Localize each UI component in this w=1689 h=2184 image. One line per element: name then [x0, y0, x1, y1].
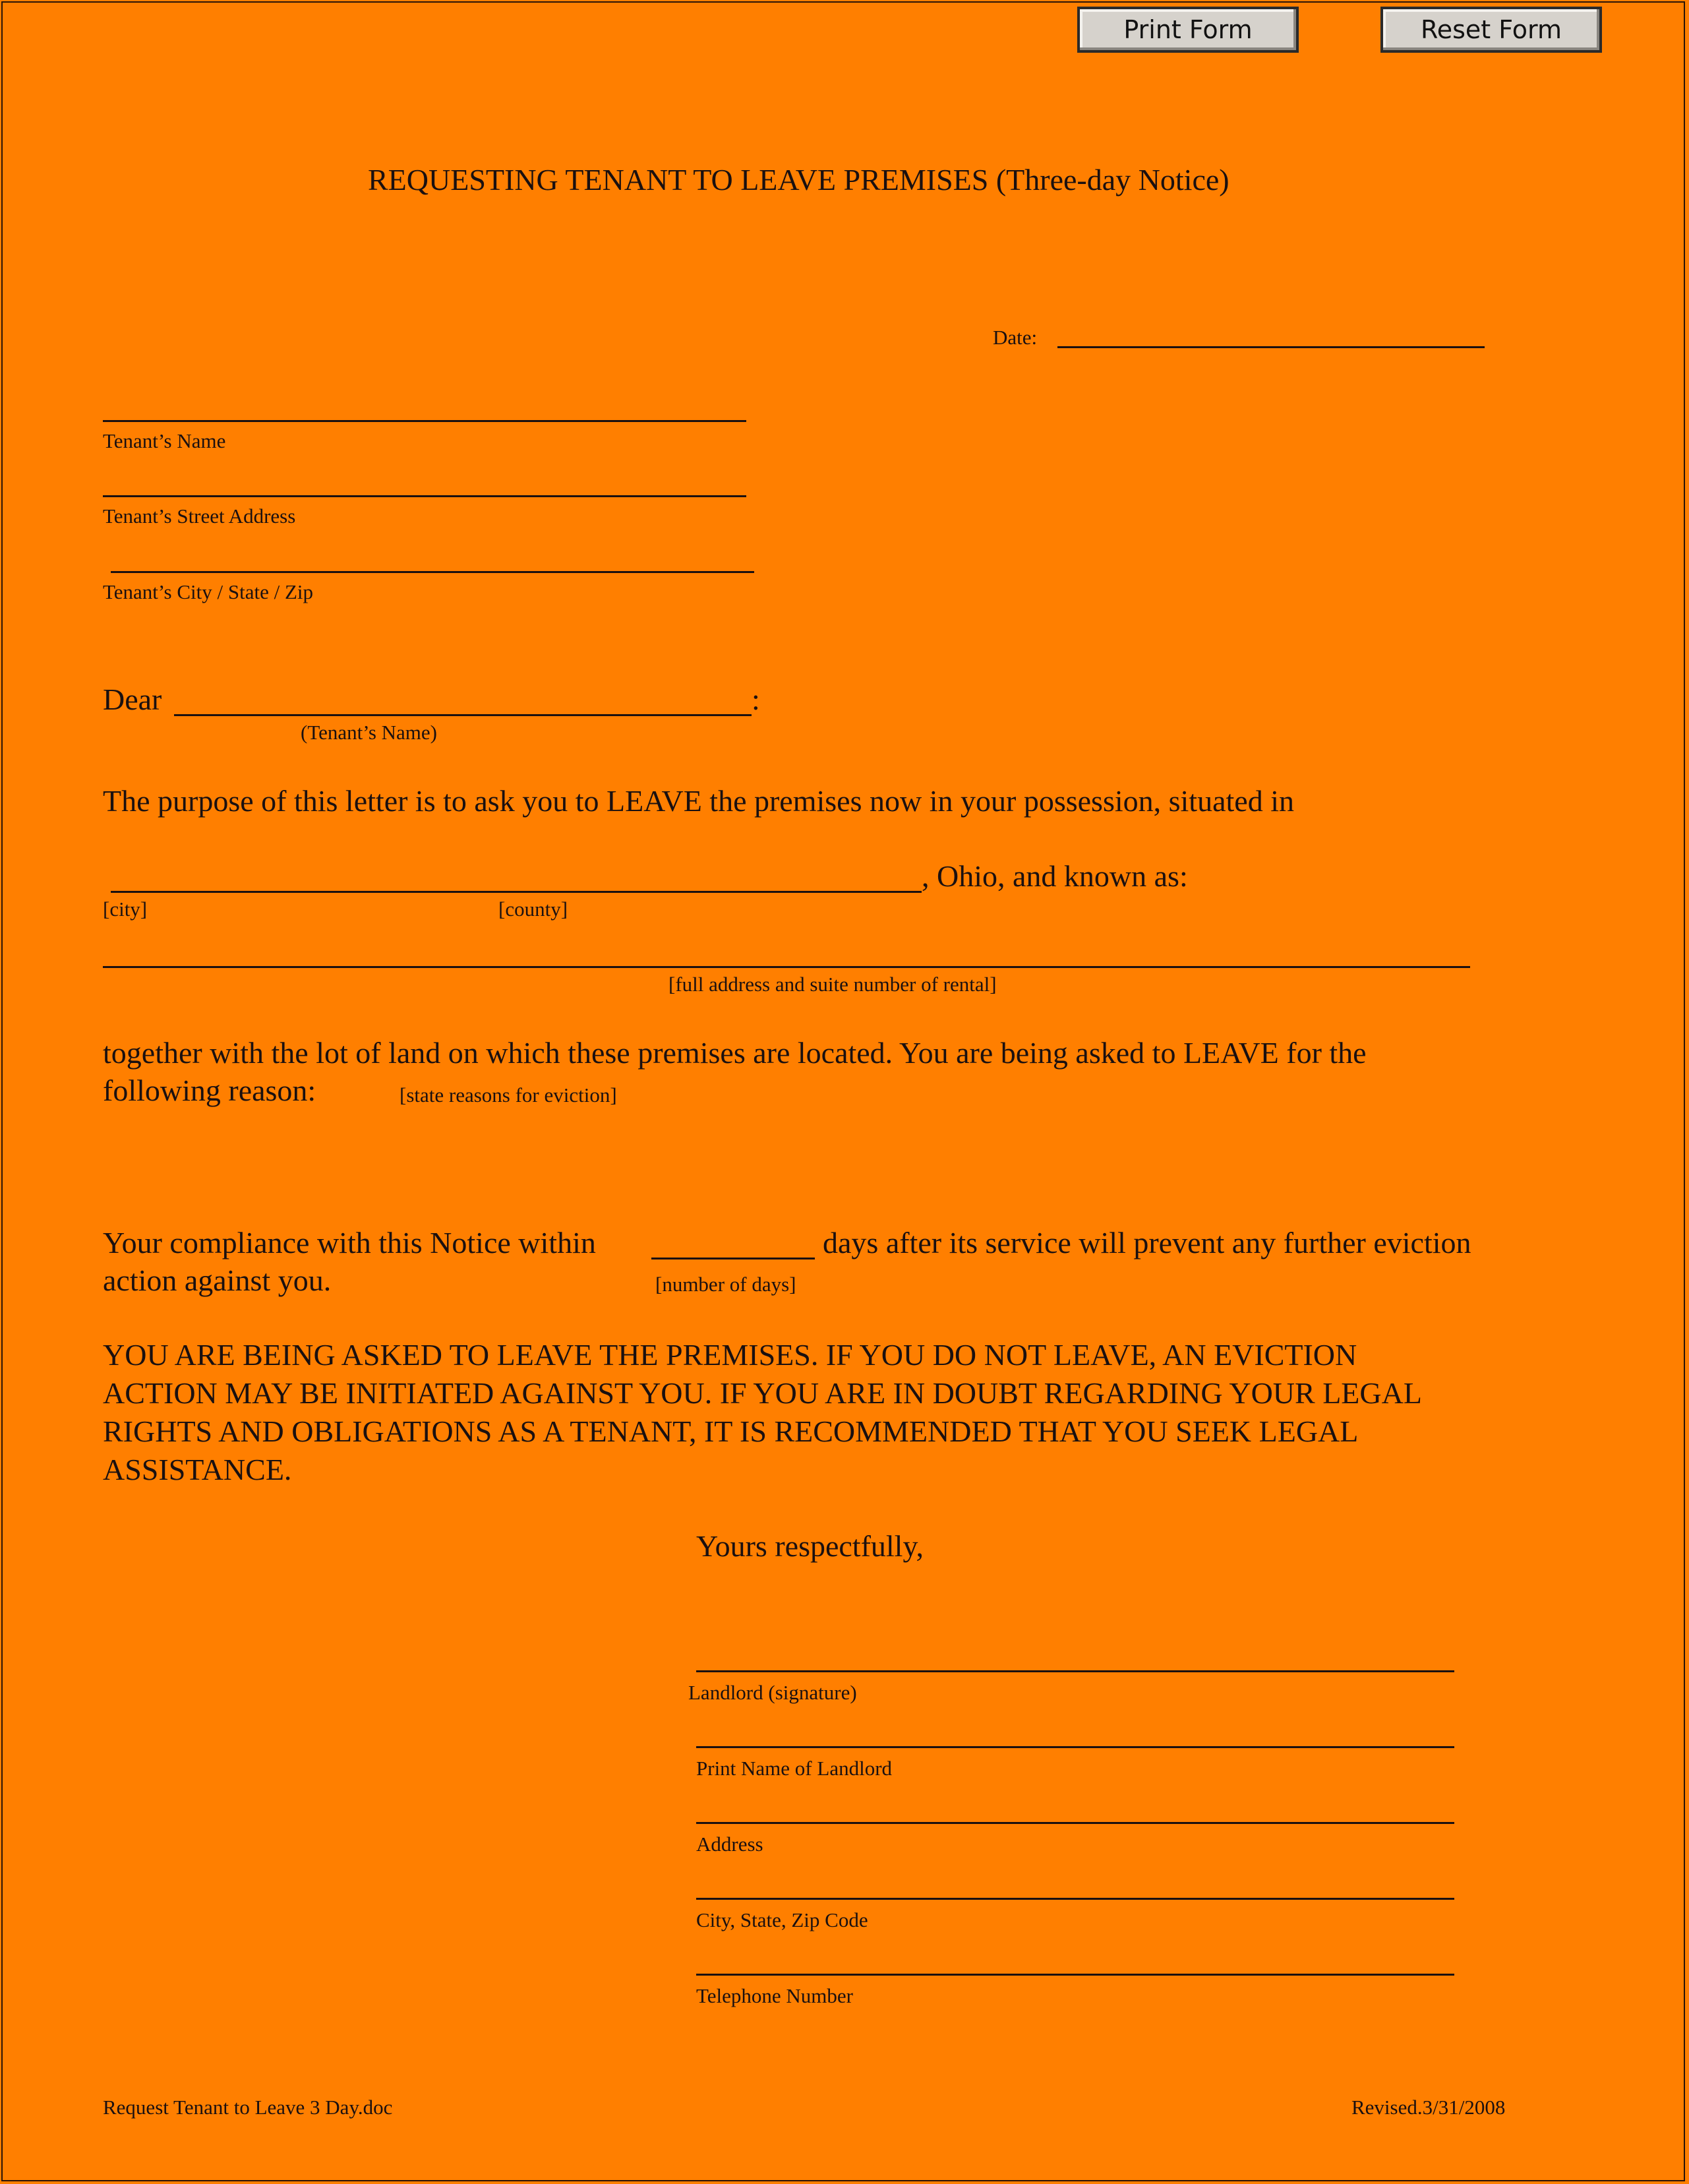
rental-address-hint: [full address and suite number of rental]: [668, 973, 997, 996]
rental-address-underline: [103, 966, 1470, 968]
reason-hint: [state reasons for eviction]: [400, 1083, 617, 1107]
warning-line-4: ASSISTANCE.: [103, 1453, 292, 1486]
page-title: REQUESTING TENANT TO LEAVE PREMISES (Three-day Notice): [368, 163, 1230, 197]
ohio-text: , Ohio, and known as:: [922, 859, 1188, 893]
dear-tenant-name-field[interactable]: [174, 681, 752, 715]
landlord-name-label: Print Name of Landlord: [696, 1757, 893, 1780]
date-field[interactable]: [1057, 313, 1485, 347]
reason-text-line1: together with the lot of land on which these premises are located. You are being asked to LEAVE for the: [103, 1036, 1367, 1070]
tenant-city-label: Tenant’s City / State / Zip: [103, 580, 313, 603]
tenant-name-field[interactable]: [103, 386, 746, 421]
footer-filename: Request Tenant to Leave 3 Day.doc: [103, 2096, 393, 2119]
landlord-name-field[interactable]: [696, 1713, 1454, 1747]
footer-revised: Revised.3/31/2008: [1351, 2096, 1506, 2119]
date-underline: [1057, 346, 1485, 348]
landlord-address-underline: [696, 1822, 1454, 1824]
city-county-underline: [111, 891, 922, 893]
landlord-signature-label: Landlord (signature): [688, 1681, 857, 1704]
tenant-street-label: Tenant’s Street Address: [103, 504, 296, 528]
compliance-text-after: days after its service will prevent any further eviction: [823, 1226, 1471, 1259]
tenant-city-underline: [111, 571, 754, 573]
landlord-city-label: City, State, Zip Code: [696, 1908, 868, 1931]
closing-text: Yours respectfully,: [696, 1529, 924, 1563]
rental-address-field[interactable]: [103, 932, 1470, 967]
number-of-days-hint: [number of days]: [655, 1273, 796, 1296]
landlord-phone-label: Telephone Number: [696, 1984, 853, 2007]
county-hint: [county]: [498, 897, 568, 921]
landlord-phone-field[interactable]: [696, 1940, 1454, 1974]
tenant-name-label: Tenant’s Name: [103, 429, 226, 452]
landlord-signature-field[interactable]: [696, 1637, 1454, 1671]
number-of-days-field[interactable]: [651, 1224, 815, 1258]
tenant-name-underline: [103, 420, 746, 422]
tenant-city-field[interactable]: [111, 537, 754, 572]
dear-underline: [174, 714, 752, 716]
reset-form-button[interactable]: Reset Form: [1380, 7, 1602, 53]
landlord-phone-underline: [696, 1974, 1454, 1976]
landlord-address-label: Address: [696, 1833, 763, 1856]
dear-text: Dear: [103, 682, 162, 716]
date-label: Date:: [993, 326, 1038, 349]
warning-line-2: ACTION MAY BE INITIATED AGAINST YOU. IF YOU ARE IN DOUBT REGARDING YOUR LEGAL: [103, 1376, 1422, 1410]
landlord-city-field[interactable]: [696, 1864, 1454, 1898]
city-hint: [city]: [103, 897, 148, 921]
dear-hint: (Tenant’s Name): [301, 721, 437, 744]
landlord-address-field[interactable]: [696, 1788, 1454, 1823]
print-form-button[interactable]: Print Form: [1077, 7, 1299, 53]
number-of-days-underline: [651, 1258, 815, 1259]
purpose-text: The purpose of this letter is to ask you to LEAVE the premises now in your possession, situated in: [103, 784, 1294, 818]
warning-line-1: YOU ARE BEING ASKED TO LEAVE THE PREMISES. IF YOU DO NOT LEAVE, AN EVICTION: [103, 1338, 1357, 1372]
reason-field[interactable]: [103, 1121, 1586, 1200]
compliance-text-before: Your compliance with this Notice within: [103, 1226, 596, 1259]
landlord-city-underline: [696, 1898, 1454, 1900]
tenant-street-field[interactable]: [103, 462, 746, 496]
reason-text-line2: following reason:: [103, 1074, 316, 1107]
city-county-field[interactable]: [111, 857, 922, 892]
warning-line-3: RIGHTS AND OBLIGATIONS AS A TENANT, IT IS RECOMMENDED THAT YOU SEEK LEGAL: [103, 1414, 1359, 1448]
landlord-name-underline: [696, 1746, 1454, 1748]
tenant-street-underline: [103, 495, 746, 497]
landlord-signature-underline: [696, 1670, 1454, 1672]
compliance-text-line2: action against you.: [103, 1263, 332, 1297]
dear-colon: :: [752, 682, 760, 716]
